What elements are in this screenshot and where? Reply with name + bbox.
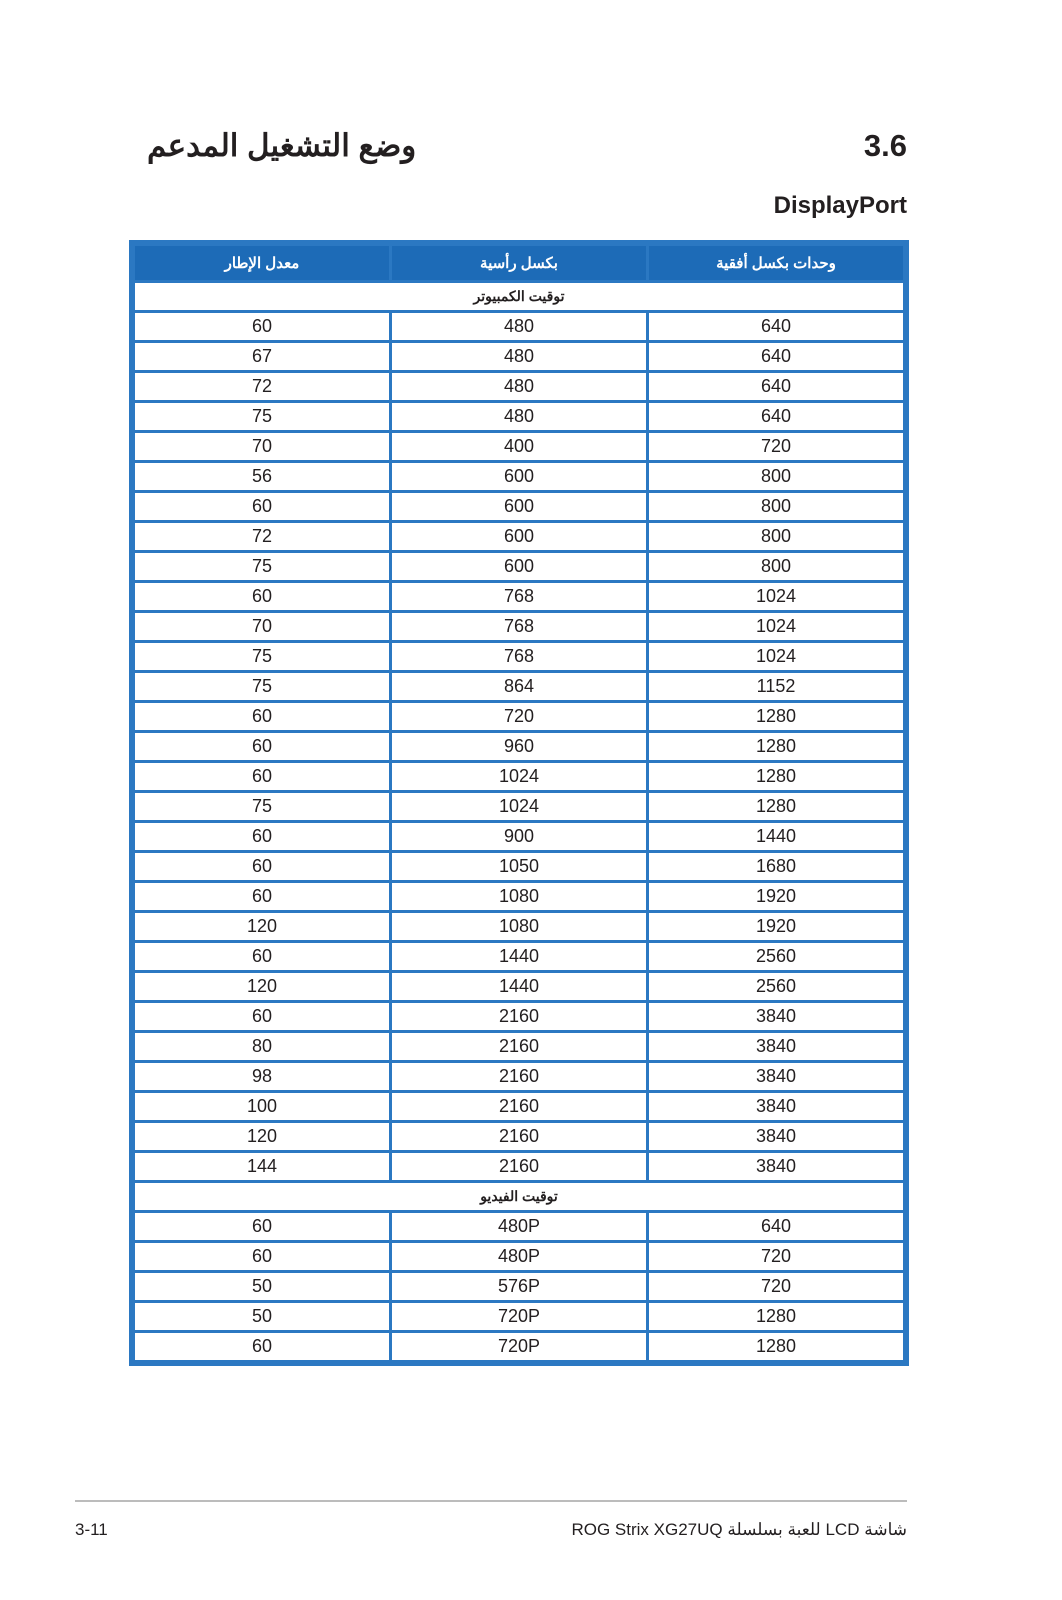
refresh-rate-cell: 67 <box>135 343 389 370</box>
horizontal-pixels-cell: 800 <box>649 553 903 580</box>
refresh-rate-cell: 60 <box>135 583 389 610</box>
timing-table-frame <box>129 240 909 1366</box>
horizontal-pixels-cell: 1920 <box>649 913 903 940</box>
refresh-rate-cell: 60 <box>135 853 389 880</box>
table-row <box>135 733 903 760</box>
vertical-pixels-cell: 768 <box>392 643 646 670</box>
refresh-rate-cell: 60 <box>135 733 389 760</box>
vertical-pixels-cell: 600 <box>392 553 646 580</box>
vertical-pixels-cell: 480P <box>392 1213 646 1240</box>
table-row <box>135 1153 903 1180</box>
horizontal-pixels-cell: 3840 <box>649 1123 903 1150</box>
vertical-pixels-cell: 480 <box>392 343 646 370</box>
table-row <box>135 373 903 400</box>
refresh-rate-cell: 75 <box>135 553 389 580</box>
table-row <box>135 1333 903 1360</box>
vertical-pixels-cell: 2160 <box>392 1153 646 1180</box>
horizontal-pixels-cell: 640 <box>649 373 903 400</box>
table-row <box>135 463 903 490</box>
horizontal-pixels-cell: 800 <box>649 463 903 490</box>
vertical-pixels-cell: 2160 <box>392 1093 646 1120</box>
horizontal-pixels-cell: 640 <box>649 1213 903 1240</box>
vertical-pixels-cell: 2160 <box>392 1033 646 1060</box>
refresh-rate-cell: 60 <box>135 313 389 340</box>
section-number: 3.6 <box>863 128 907 163</box>
refresh-rate-cell: 60 <box>135 703 389 730</box>
header-refresh-rate: معدل الإطار <box>135 246 389 280</box>
vertical-pixels-cell: 600 <box>392 493 646 520</box>
header-horizontal-pixels: وحدات بكسل أفقية <box>649 246 903 280</box>
horizontal-pixels-cell: 640 <box>649 343 903 370</box>
horizontal-pixels-cell: 1024 <box>649 583 903 610</box>
table-row <box>135 313 903 340</box>
refresh-rate-cell: 75 <box>135 673 389 700</box>
horizontal-pixels-cell: 3840 <box>649 1063 903 1090</box>
horizontal-pixels-cell: 720 <box>649 433 903 460</box>
group-label: توقيت الفيديو <box>135 1183 903 1210</box>
refresh-rate-cell: 60 <box>135 1243 389 1270</box>
horizontal-pixels-cell: 1024 <box>649 643 903 670</box>
table-row <box>135 1093 903 1120</box>
table-row <box>135 763 903 790</box>
table-row <box>135 1003 903 1030</box>
refresh-rate-cell: 60 <box>135 493 389 520</box>
section-heading <box>147 128 907 164</box>
vertical-pixels-cell: 2160 <box>392 1003 646 1030</box>
horizontal-pixels-cell: 1152 <box>649 673 903 700</box>
vertical-pixels-cell: 720 <box>392 703 646 730</box>
refresh-rate-cell: 72 <box>135 373 389 400</box>
table-row <box>135 583 903 610</box>
horizontal-pixels-cell: 3840 <box>649 1003 903 1030</box>
horizontal-pixels-cell: 2560 <box>649 973 903 1000</box>
refresh-rate-cell: 56 <box>135 463 389 490</box>
group-row <box>135 1183 903 1210</box>
horizontal-pixels-cell: 1280 <box>649 733 903 760</box>
vertical-pixels-cell: 1440 <box>392 973 646 1000</box>
vertical-pixels-cell: 480 <box>392 373 646 400</box>
table-row <box>135 553 903 580</box>
table-row <box>135 523 903 550</box>
subheading: DisplayPort <box>773 192 907 219</box>
table-row <box>135 943 903 970</box>
horizontal-pixels-cell: 1024 <box>649 613 903 640</box>
refresh-rate-cell: 120 <box>135 1123 389 1150</box>
vertical-pixels-cell: 720P <box>392 1333 646 1360</box>
refresh-rate-cell: 70 <box>135 613 389 640</box>
horizontal-pixels-cell: 640 <box>649 403 903 430</box>
table-row <box>135 433 903 460</box>
horizontal-pixels-cell: 1280 <box>649 703 903 730</box>
table-row <box>135 973 903 1000</box>
refresh-rate-cell: 75 <box>135 403 389 430</box>
footer-title: شاشة LCD للعبة بسلسلة ROG Strix XG27UQ <box>571 1520 907 1539</box>
horizontal-pixels-cell: 720 <box>649 1243 903 1270</box>
table-row <box>135 1213 903 1240</box>
refresh-rate-cell: 120 <box>135 913 389 940</box>
table-row <box>135 643 903 670</box>
table-row <box>135 673 903 700</box>
horizontal-pixels-cell: 3840 <box>649 1093 903 1120</box>
vertical-pixels-cell: 1440 <box>392 943 646 970</box>
vertical-pixels-cell: 576P <box>392 1273 646 1300</box>
refresh-rate-cell: 70 <box>135 433 389 460</box>
table-body <box>135 283 903 1360</box>
horizontal-pixels-cell: 2560 <box>649 943 903 970</box>
refresh-rate-cell: 60 <box>135 763 389 790</box>
table-row <box>135 613 903 640</box>
vertical-pixels-cell: 768 <box>392 613 646 640</box>
vertical-pixels-cell: 1080 <box>392 913 646 940</box>
table-row <box>135 1303 903 1330</box>
vertical-pixels-cell: 480 <box>392 313 646 340</box>
vertical-pixels-cell: 600 <box>392 523 646 550</box>
horizontal-pixels-cell: 1440 <box>649 823 903 850</box>
table-row <box>135 403 903 430</box>
table-row <box>135 823 903 850</box>
horizontal-pixels-cell: 3840 <box>649 1033 903 1060</box>
group-row <box>135 283 903 310</box>
vertical-pixels-cell: 480 <box>392 403 646 430</box>
refresh-rate-cell: 98 <box>135 1063 389 1090</box>
refresh-rate-cell: 144 <box>135 1153 389 1180</box>
vertical-pixels-cell: 900 <box>392 823 646 850</box>
horizontal-pixels-cell: 1280 <box>649 1333 903 1360</box>
table-row <box>135 703 903 730</box>
refresh-rate-cell: 100 <box>135 1093 389 1120</box>
refresh-rate-cell: 60 <box>135 1003 389 1030</box>
vertical-pixels-cell: 960 <box>392 733 646 760</box>
refresh-rate-cell: 50 <box>135 1273 389 1300</box>
refresh-rate-cell: 75 <box>135 643 389 670</box>
table-row <box>135 883 903 910</box>
group-label: توقيت الكمبيوتر <box>135 283 903 310</box>
refresh-rate-cell: 60 <box>135 823 389 850</box>
vertical-pixels-cell: 1050 <box>392 853 646 880</box>
vertical-pixels-cell: 1024 <box>392 793 646 820</box>
timing-table <box>132 243 906 1363</box>
refresh-rate-cell: 60 <box>135 1213 389 1240</box>
horizontal-pixels-cell: 640 <box>649 313 903 340</box>
refresh-rate-cell: 120 <box>135 973 389 1000</box>
horizontal-pixels-cell: 3840 <box>649 1153 903 1180</box>
refresh-rate-cell: 60 <box>135 883 389 910</box>
table-row <box>135 1123 903 1150</box>
vertical-pixels-cell: 864 <box>392 673 646 700</box>
vertical-pixels-cell: 2160 <box>392 1063 646 1090</box>
vertical-pixels-cell: 768 <box>392 583 646 610</box>
horizontal-pixels-cell: 800 <box>649 523 903 550</box>
refresh-rate-cell: 75 <box>135 793 389 820</box>
horizontal-pixels-cell: 1280 <box>649 793 903 820</box>
table-header-row <box>135 246 903 280</box>
section-title: وضع التشغيل المدعم <box>147 128 417 163</box>
horizontal-pixels-cell: 1280 <box>649 1303 903 1330</box>
header-vertical-pixels: بكسل رأسية <box>392 246 646 280</box>
footer-divider <box>75 1500 907 1502</box>
vertical-pixels-cell: 1024 <box>392 763 646 790</box>
refresh-rate-cell: 80 <box>135 1033 389 1060</box>
vertical-pixels-cell: 1080 <box>392 883 646 910</box>
horizontal-pixels-cell: 1280 <box>649 763 903 790</box>
horizontal-pixels-cell: 1920 <box>649 883 903 910</box>
refresh-rate-cell: 72 <box>135 523 389 550</box>
table-row <box>135 343 903 370</box>
horizontal-pixels-cell: 720 <box>649 1273 903 1300</box>
table-row <box>135 853 903 880</box>
vertical-pixels-cell: 720P <box>392 1303 646 1330</box>
vertical-pixels-cell: 600 <box>392 463 646 490</box>
table-row <box>135 1243 903 1270</box>
horizontal-pixels-cell: 800 <box>649 493 903 520</box>
table-row <box>135 1033 903 1060</box>
table-row <box>135 1063 903 1090</box>
page-number: 3-11 <box>75 1520 108 1539</box>
vertical-pixels-cell: 2160 <box>392 1123 646 1150</box>
table-row <box>135 493 903 520</box>
table-row <box>135 913 903 940</box>
refresh-rate-cell: 60 <box>135 1333 389 1360</box>
horizontal-pixels-cell: 1680 <box>649 853 903 880</box>
table-row <box>135 793 903 820</box>
vertical-pixels-cell: 480P <box>392 1243 646 1270</box>
refresh-rate-cell: 50 <box>135 1303 389 1330</box>
refresh-rate-cell: 60 <box>135 943 389 970</box>
vertical-pixels-cell: 400 <box>392 433 646 460</box>
table-row <box>135 1273 903 1300</box>
